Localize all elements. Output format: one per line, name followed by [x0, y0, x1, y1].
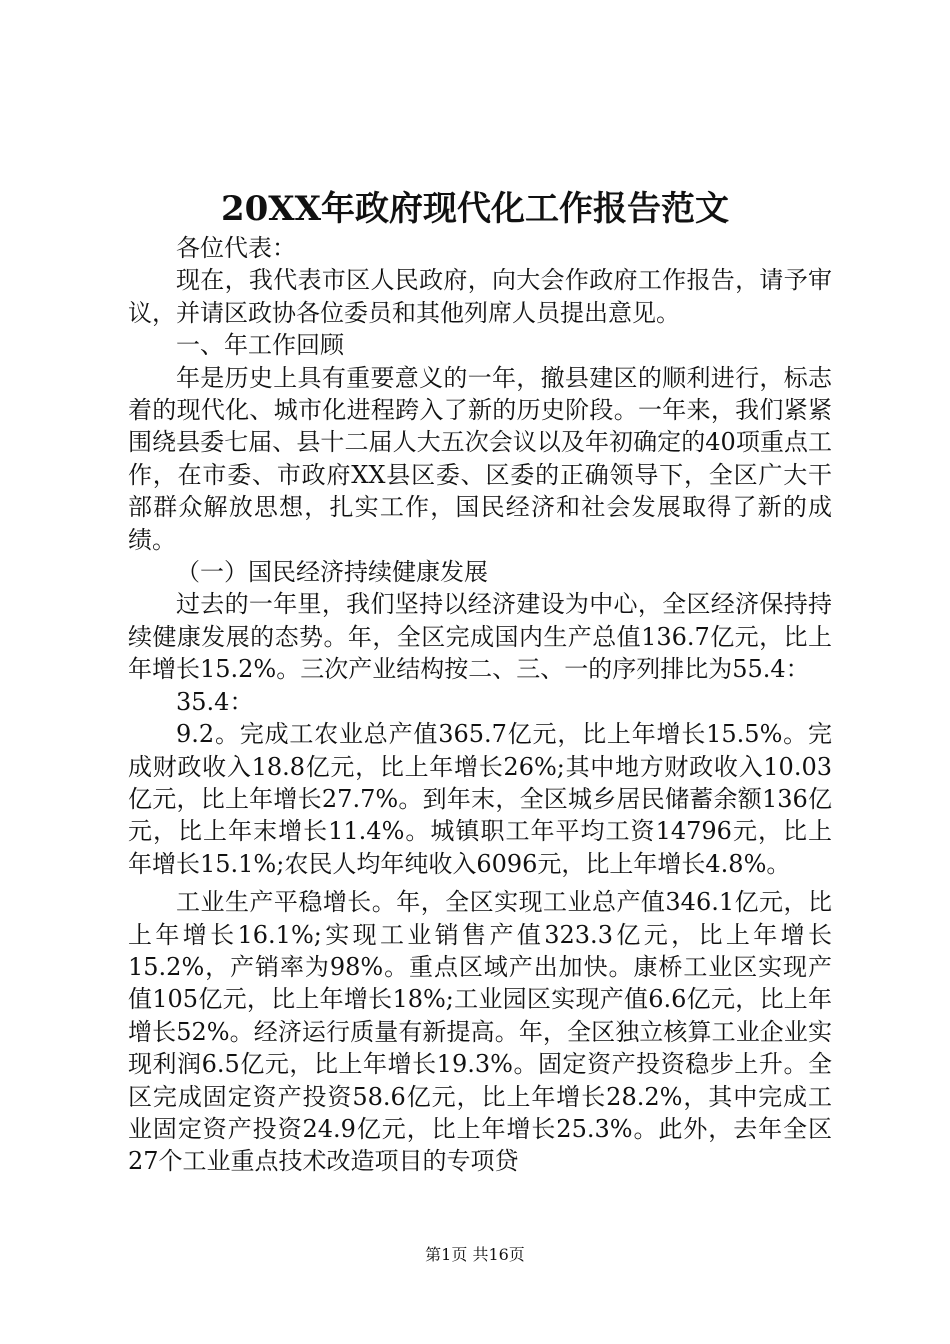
- paragraph: 9.2。完成工农业总产值365.7亿元，比上年增长15.5%。完成财政收入18.8亿元，比上年增长26%;其中地方财政收入10.03亿元，比上年增长27.7%。到年末，全区城乡居民储蓄余额136亿元，比上年末增长11.4%。城镇职工年平均工资14796元，比上年增长15.1%;农民人均年纯收入6096元，比上年增长4.8%。: [128, 720, 832, 878]
- paragraph: 年是历史上具有重要意义的一年，撤县建区的顺利进行，标志着的现代化、城市化进程跨入了新的历史阶段。一年来，我们紧紧围绕县委七届、县十二届人大五次会议以及年初确定的40项重点工作，在市委、市政府XX县区委、区委的正确领导下，全区广大干部群众解放思想，扎实工作，国民经济和社会发展取得了新的成绩。: [128, 363, 832, 554]
- paragraph: 现在，我代表市区人民政府，向大会作政府工作报告，请予审议，并请区政协各位委员和其他列席人员提出意见。: [128, 266, 832, 327]
- document-title: 20XX年政府现代化工作报告范文: [220, 189, 730, 229]
- subsection-heading: （一）国民经济持续健康发展: [176, 558, 488, 587]
- page-footer: 第1页 共16页: [425, 1245, 525, 1264]
- paragraph: 35.4：: [176, 687, 254, 716]
- document-body: [128, 232, 832, 1178]
- section-heading: 一、年工作回顾: [176, 331, 344, 360]
- paragraph: 过去的一年里，我们坚持以经济建设为中心，全区经济保持持续健康发展的态势。年，全区完成国内生产总值136.7亿元，比上年增长15.2%。三次产业结构按二、三、一的序列排比为55.4：: [128, 590, 832, 684]
- salutation: 各位代表：: [176, 234, 296, 262]
- paragraph: 工业生产平稳增长。年，全区实现工业总产值346.1亿元，比上年增长16.1%;实现工业销售产值323.3亿元，比上年增长15.2%，产销率为98%。重点区域产出加快。康桥工业区实现产值105亿元，比上年增长18%;工业园区实现产值6.6亿元，比上年增长52%。经济运行质量有新提高。年，全区独立核算工业企业实现利润6.5亿元，比上年增长19.3%。固定资产投资稳步上升。全区完成固定资产投资58.6亿元，比上年增长28.2%，其中完成工业固定资产投资24.9亿元，比上年增长25.3%。此外，去年全区27个工业重点技术改造项目的专项贷: [128, 888, 832, 1176]
